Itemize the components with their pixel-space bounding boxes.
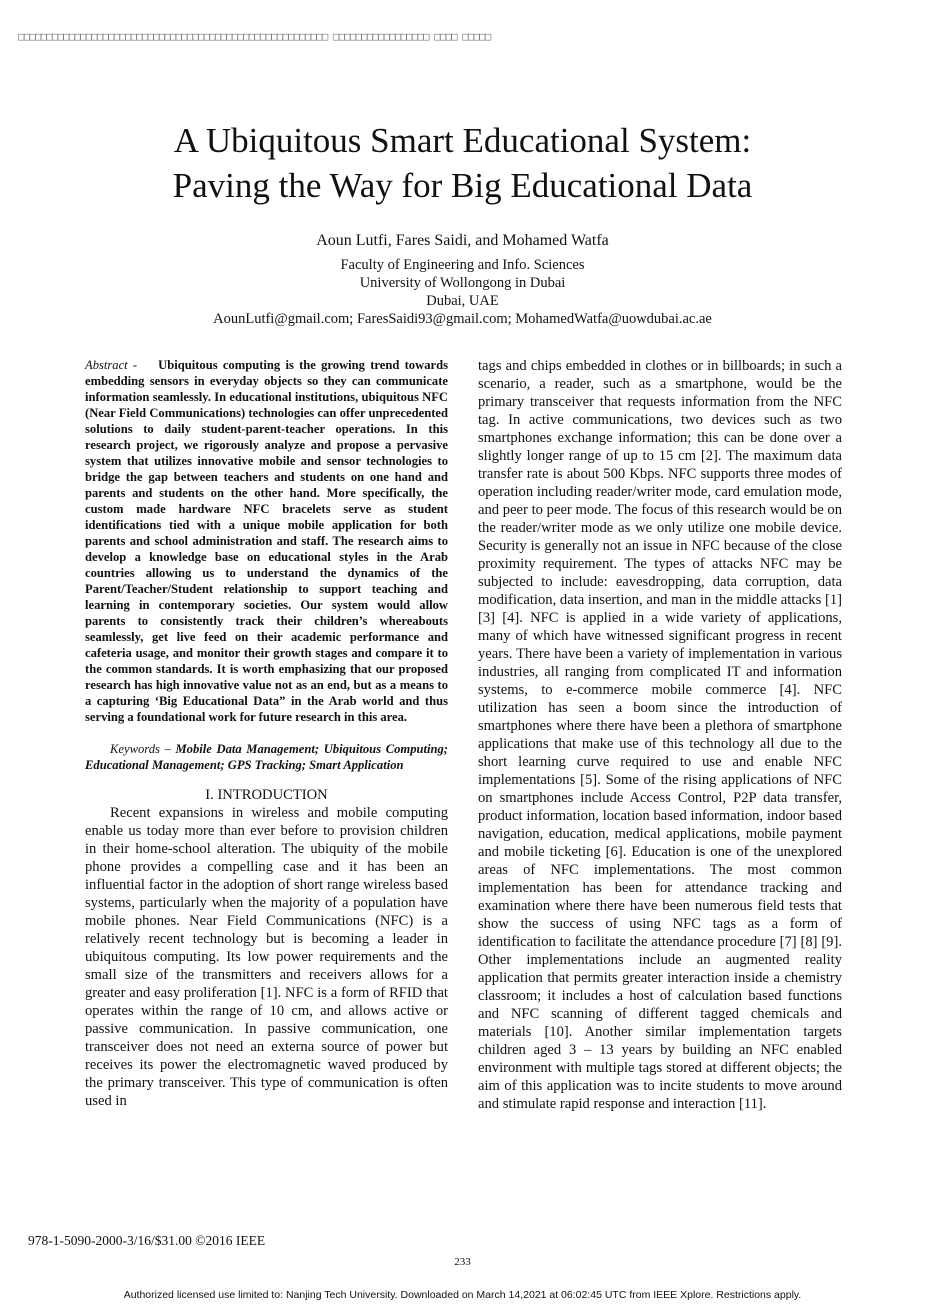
intro-paragraph-left: Recent expansions in wireless and mobile computing enable us today more than ever before to provision children in their home-school alteration. The ubiquity of the mobile phone provides a compelling case and it has been an influential factor in the adoption of short range wireless based systems, particularly when the majority of a population have mobile phones. Near Field Communications (NFC) is a relatively recent technology but is becoming a leader in ubiquitous computing. Its low power requirements and the small size of the transmitters and receivers allows for a greater and easy proliferation [1]. NFC is a form of RFID that operates within the range of 10 cm, and allows active or passive communication. In passive communication, one transceiver does not need an externa source of power but receives its power the electromagnetic waved produced by the primary transceiver. This type of communication is often used in	[85, 805, 448, 1109]
abstract-text: Ubiquitous computing is the growing trend towards embedding sensors in everyday objects so they can communicate information seamlessly. In educational institutions, ubiquitous NFC (Near Field Communications) technologies can offer unprecedented solutions to daily student-parent-teacher operations. In this research project, we rigorously analyze and propose a pervasive system that utilizes innovative mobile and sensor technologies to bridge the gap between teachers and students on one hand and parents and students on the other hand. More specifically, the custom made hardware NFC bracelets serve as student identifications tied with a unique mobile application for both parents and school administration and staff. The research aims to develop a knowledge base on educational styles in the Arab countries allowing us to understand the dynamics of the Parent/Teacher/Student relationship to support teaching and learning in contemporary societies. Our system would allow parents to consistently track their children’s whereabouts seamlessly, get live feed on their academic performance and cafeteria usage, and monitor their growth stages and compare it to the common standards. It is worth emphasizing that our proposed research has high innovative value not as an end, but as a means to a capturing ‘Big Educational Data” in the Arab world and thus serving a foundational work for future research in this area.	[85, 358, 448, 724]
affiliation-faculty: Faculty of Engineering and Info. Sciences	[340, 257, 585, 273]
title-line-1: A Ubiquitous Smart Educational System:	[173, 121, 752, 160]
affiliation-university: University of Wollongong in Dubai	[359, 275, 566, 291]
paper-title	[60, 118, 865, 208]
intro-paragraph-right: tags and chips embedded in clothes or in billboards; in such a scenario, a reader, such as a smartphone, would be the primary transceiver that requests information from the NFC tag. In active communications, two devices such as two smartphones exchange information; this can be done over a slightly longer range of up to 15 cm [2]. The maximum data transfer rate is about 500 Kbps. NFC supports three modes of operation including reader/writer mode, card emulation mode, and peer to peer mode. The focus of this research would be on the reader/writer mode as we only utilize one mobile device. Security is generally not an issue in NFC because of the close proximity requirement. The types of attacks NFC may be subjected to include: eavesdropping, data corruption, data modification, data insertion, and man in the middle attacks [1] [3] [4]. NFC is applied in a wide variety of applications, many of which have witnessed significant progress in recent years. There have been a variety of implementation in various industries, all ranging from complicated IT and information systems, to e-commerce mobile commerce [4]. NFC utilization has seen a boom since the introduction of smartphones where there have been a plethora of smartphone applications that make use of this technology all due to the short learning curve required to use and enable NFC implementations [5]. Some of the rising applications of NFC on smartphones include Access Control, P2P data transfer, product information, location based information, indoor based navigation, education, medical applications, mobile payment and mobile ticketing [6]. Education is one of the unexplored areas of NFC implementations. The most common implementation has been for attendance tracking and examination where there have been numerous field tests that show the success of using NFC tags as a form of identification to facilitate the attendance procedure [7] [8] [9]. Other implementations include an augmented reality application that permits greater interaction inside a chemistry classroom; it includes a host of calculation based functions and NFC scanning of different tagged chemicals and materials [10]. Another similar implementation targets children aged 3 – 13 years by building an NFC enabled environment with multiple tags stored at different objects; the aim of this application was to incite students to move around and stimulate rapid response and interaction [11].	[478, 358, 842, 1112]
section-heading-introduction: I. INTRODUCTION	[205, 787, 328, 803]
keywords-text: Mobile Data Management; Ubiquitous Computing; Educational Management; GPS Tracking; Smart Application	[85, 742, 449, 772]
affiliation-location: Dubai, UAE	[426, 293, 499, 309]
header-garbled-text: □□□□□□□□□□□□□□□□□□□□□□□□□□□□□□□□□□□□□□□□□□□□□□□□□□□□□□□ □□□□□□□□□□□□□□□□□ □□□□ □□□□□	[18, 30, 491, 43]
author-emails: AounLutfi@gmail.com; FaresSaidi93@gmail.com; MohamedWatfa@uowdubai.ac.ae	[213, 311, 712, 327]
left-column	[85, 357, 448, 1110]
affiliation	[60, 256, 865, 328]
copyright-notice: 978-1-5090-2000-3/16/$31.00 ©2016 IEEE	[28, 1233, 266, 1248]
abstract-label: Abstract -	[85, 358, 138, 372]
page-number: 233	[454, 1256, 471, 1268]
right-column	[478, 357, 842, 1113]
keywords	[85, 741, 448, 773]
abstract	[85, 357, 448, 725]
license-notice: Authorized licensed use limited to: Nanjing Tech University. Downloaded on March 14,2021 at 06:02:45 UTC from IEEE Xplore. Restrictions apply.	[123, 1289, 802, 1301]
authors: Aoun Lutfi, Fares Saidi, and Mohamed Watfa	[316, 232, 609, 249]
keywords-label: Keywords –	[110, 742, 171, 756]
title-line-2: Paving the Way for Big Educational Data	[172, 166, 753, 205]
